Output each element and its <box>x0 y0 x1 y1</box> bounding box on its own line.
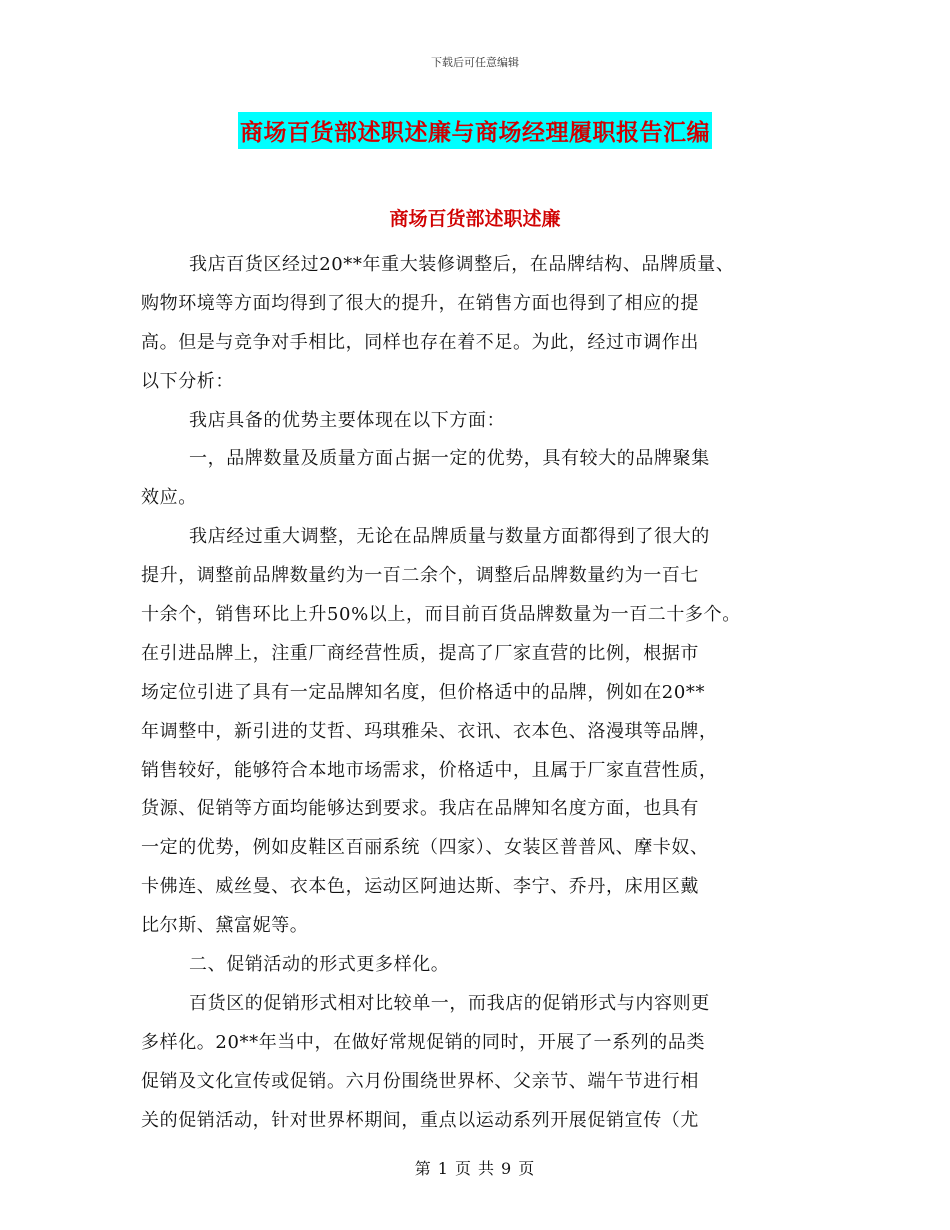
footer-total-prefix: 共 <box>478 1159 496 1178</box>
text-line: 在引进品牌上，注重厂商经营性质，提高了厂家直营的比例，根据市 <box>141 642 699 664</box>
footer-total-pages: 9 <box>501 1159 513 1178</box>
text-line: 我店经过重大调整，无论在品牌质量与数量方面都得到了很大的 <box>189 526 710 548</box>
text-line: 场定位引进了具有一定品牌知名度，但价格适中的品牌，例如在20** <box>141 681 706 703</box>
footer-page-unit: 页 <box>454 1159 472 1178</box>
text-line: 我店具备的优势主要体现在以下方面： <box>189 409 506 431</box>
text-line: 卡佛连、威丝曼、衣本色，运动区阿迪达斯、李宁、乔丹，床用区戴 <box>141 876 699 898</box>
text-line: 效应。 <box>141 487 197 509</box>
text-line: 购物环境等方面均得到了很大的提升，在销售方面也得到了相应的提 <box>141 292 699 314</box>
text-line: 高。但是与竞争对手相比，同样也存在着不足。为此，经过市调作出 <box>141 331 699 353</box>
footer-total-unit: 页 <box>518 1159 536 1178</box>
text-line: 提升，调整前品牌数量约为一百二余个，调整后品牌数量约为一百七 <box>141 565 699 587</box>
footer-page-prefix: 第 <box>414 1159 432 1178</box>
text-line: 十余个，销售环比上升50%以上，而目前百货品牌数量为一百二十多个。 <box>141 604 741 626</box>
document-title-text: 商场百货部述职述廉与商场经理履职报告汇编 <box>238 112 712 149</box>
text-line: 以下分析： <box>141 370 234 392</box>
text-line: 关的促销活动，针对世界杯期间，重点以运动系列开展促销宣传（尤 <box>141 1109 699 1131</box>
document-title <box>0 112 950 149</box>
text-line: 一，品牌数量及质量方面占据一定的优势，具有较大的品牌聚集 <box>189 448 710 470</box>
text-line: 销售较好，能够符合本地市场需求，价格适中，且属于厂家直营性质， <box>141 759 718 781</box>
footer-page-number: 1 <box>437 1159 449 1178</box>
text-line: 二、促销活动的形式更多样化。 <box>189 954 450 976</box>
body-text <box>141 246 821 1140</box>
text-line: 促销及文化宣传或促销。六月份围绕世界杯、父亲节、端午节进行相 <box>141 1070 699 1092</box>
text-line: 年调整中，新引进的艾哲、玛琪雅朵、衣讯、衣本色、洛漫琪等品牌， <box>141 720 718 742</box>
text-line: 货源、促销等方面均能够达到要求。我店在品牌知名度方面，也具有 <box>141 798 699 820</box>
text-line: 多样化。20**年当中，在做好常规促销的同时，开展了一系列的品类 <box>141 1031 706 1053</box>
page-footer <box>0 1156 950 1179</box>
text-line: 一定的优势，例如皮鞋区百丽系统（四家）、女装区普普风、摩卡奴、 <box>141 837 709 859</box>
text-line: 比尔斯、黛富妮等。 <box>141 915 309 937</box>
header-note: 下载后可任意编辑 <box>431 56 519 69</box>
section-title: 商场百货部述职述廉 <box>389 208 561 230</box>
text-line: 百货区的促销形式相对比较单一，而我店的促销形式与内容则更 <box>189 992 710 1014</box>
text-line: 我店百货区经过20**年重大装修调整后，在品牌结构、品牌质量、 <box>189 254 735 275</box>
